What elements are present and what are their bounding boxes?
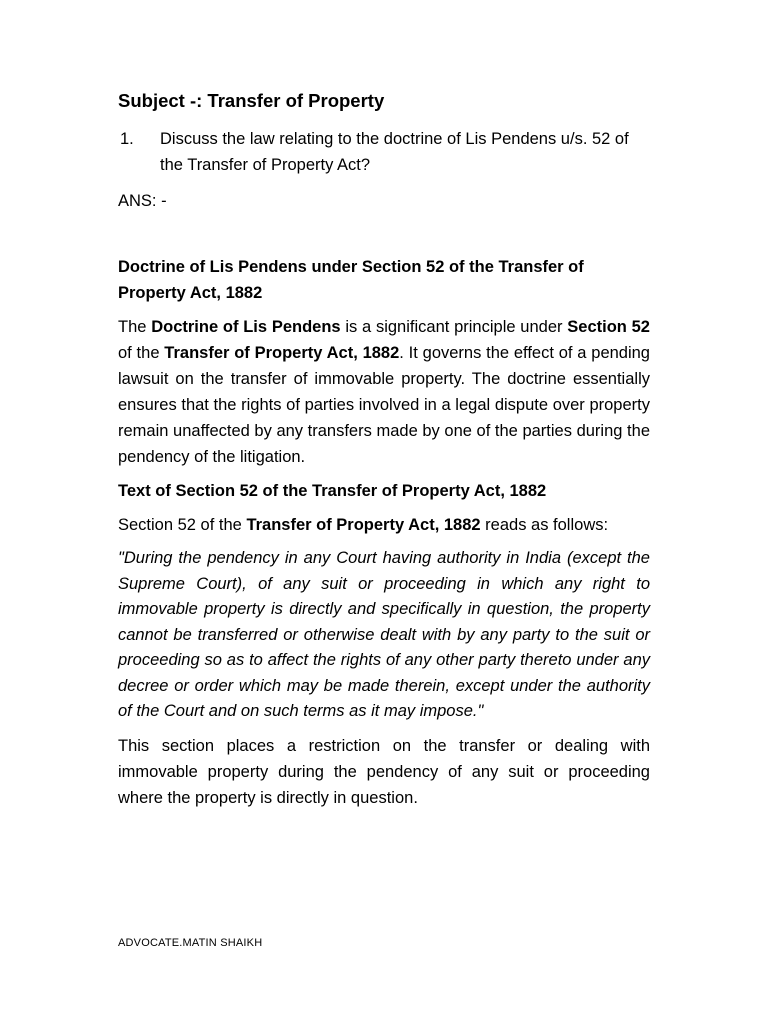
section-heading-text: Text of Section 52 of the Transfer of Property Act, 1882 bbox=[118, 482, 547, 500]
intro-bold-act: Transfer of Property Act, 1882 bbox=[164, 344, 400, 362]
reads-text-2: reads as follows: bbox=[480, 516, 609, 534]
reads-text-1: Section 52 of the bbox=[118, 516, 247, 534]
answer-label: ANS: - bbox=[118, 192, 167, 210]
intro-text-4: . It governs the effect of a pending lawsuit on the transfer of immovable property. The doctrine essentially ensures that the rights of parties involved in a legal dispute over property remain unaffected by any transfers made by one of the parties during the pendency of the litigation. bbox=[118, 344, 650, 466]
reads-as-paragraph bbox=[118, 512, 650, 538]
intro-bold-doctrine: Doctrine of Lis Pendens bbox=[151, 318, 341, 336]
page-content bbox=[118, 88, 650, 819]
question-number: 1. bbox=[120, 130, 134, 148]
intro-text-3: of the bbox=[118, 344, 165, 362]
subject-heading: Subject -: Transfer of Property bbox=[118, 90, 385, 111]
section-heading-doctrine: Doctrine of Lis Pendens under Section 52 of the Transfer of Property Act, 1882 bbox=[118, 258, 584, 302]
question-item bbox=[118, 126, 650, 178]
intro-bold-section: Section 52 bbox=[567, 318, 650, 336]
page-footer: ADVOCATE.MATIN SHAIKH bbox=[118, 937, 263, 949]
intro-paragraph bbox=[118, 314, 650, 470]
intro-text-1: The bbox=[118, 318, 152, 336]
reads-bold-act: Transfer of Property Act, 1882 bbox=[246, 516, 481, 534]
intro-text-2: is a significant principle under bbox=[340, 318, 568, 336]
restriction-paragraph: This section places a restriction on the transfer or dealing with immovable property during the pendency of any suit or proceeding where the property is directly in question. bbox=[118, 736, 650, 807]
question-text: Discuss the law relating to the doctrine of Lis Pendens u/s. 52 of the Transfer of Property Act? bbox=[160, 130, 629, 174]
section-quote: "During the pendency in any Court having authority in India (except the Supreme Court), of any suit or proceeding in which any right to immovable property is directly and specifically in question, the property cannot be transferred or otherwise dealt with by any party to the suit or proceeding so as to affect the rights of any other party thereto under any decree or order which may be made therein, except under the authority of the Court and on such terms as it may impose." bbox=[118, 549, 650, 720]
